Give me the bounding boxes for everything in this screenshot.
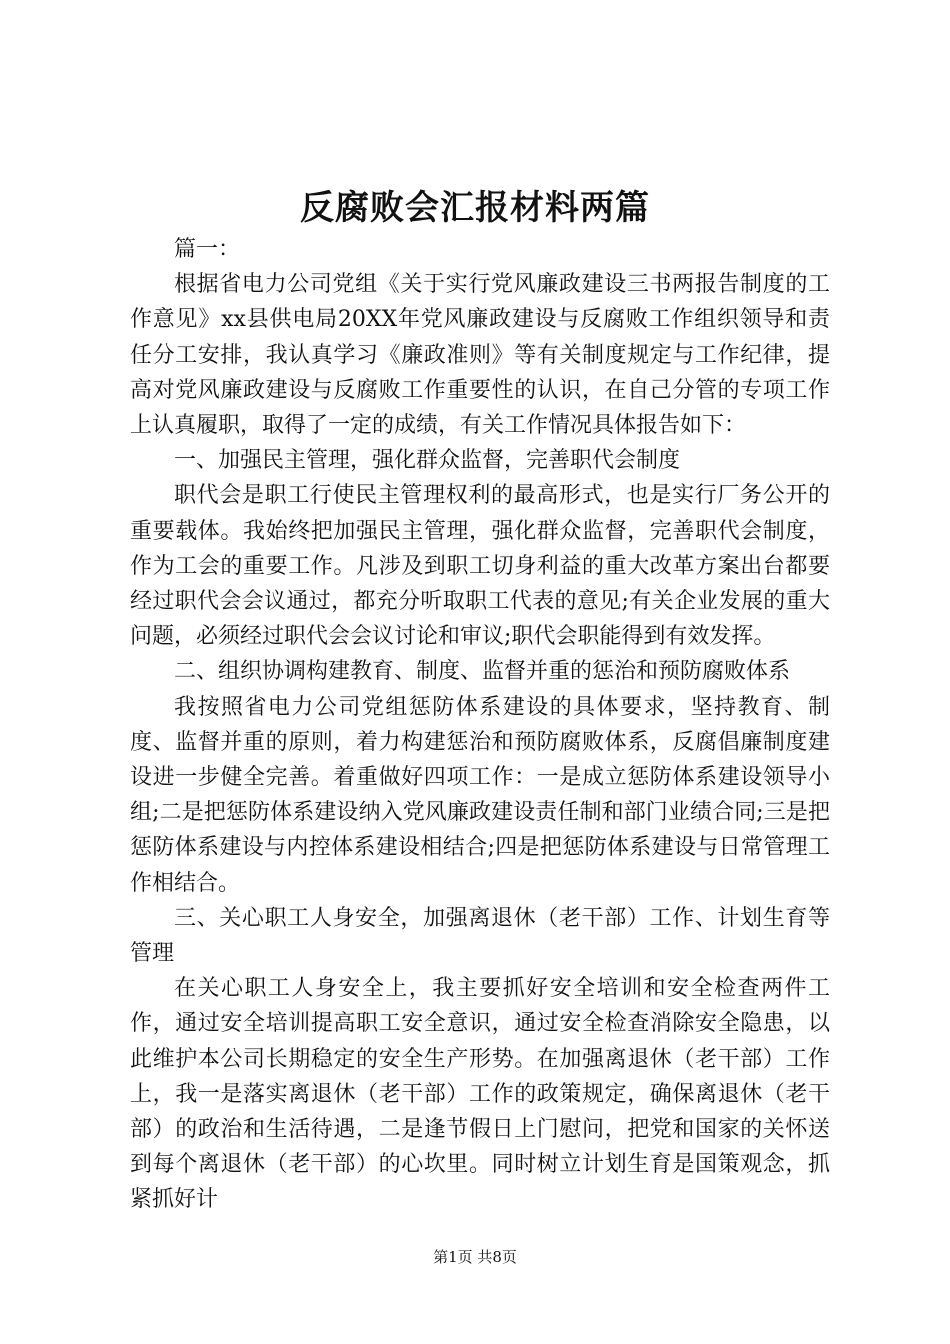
body-paragraph-3: 在关心职工人身安全上，我主要抓好安全培训和安全检查两件工作，通过安全培训提高职工安全意识，通过安全检查消除安全隐患，以此维护本公司长期稳定的安全生产形势。在加强离退休（老干部）工作上，我一是落实离退休（老干部）工作的政策规定，确保离退休（老干部）的政治和生活待遇，二是逢节假日上门慰问，把党和国家的关怀送到每个离退休（老干部）的心坎里。同时树立计划生育是国策观念，抓紧抓好计 (130, 976, 830, 1213)
section-label: 篇一： (174, 237, 241, 262)
page-footer: 第1页 共8页 (433, 1248, 517, 1266)
section-heading-1: 一、加强民主管理，强化群众监督，完善职代会制度 (174, 448, 681, 474)
intro-paragraph: 根据省电力公司党组《关于实行党风廉政建设三书两报告制度的工作意见》xx县供电局20XX年党风廉政建设与反腐败工作组织领导和责任分工安排，我认真学习《廉政准则》等有关制度规定与工作纪律，提高对党风廉政建设与反腐败工作重要性的认识，在自己分管的专项工作上认真履职，取得了一定的成绩，有关工作情况具体报告如下： (130, 272, 830, 439)
body-paragraph-2: 我按照省电力公司党组惩防体系建设的具体要求，坚持教育、制度、监督并重的原则，着力构建惩治和预防腐败体系，反腐倡廉制度建设进一步健全完善。着重做好四项工作：一是成立惩防体系建设领导小组;二是把惩防体系建设纳入党风廉政建设责任制和部门业绩合同;三是把惩防体系建设与内控体系建设相结合;四是把惩防体系建设与日常管理工作相结合。 (130, 694, 830, 896)
section-heading-2: 二、组织协调构建教育、制度、监督并重的惩治和预防腐败体系 (174, 659, 791, 685)
body-paragraph-1: 职代会是职工行使民主管理权利的最高形式，也是实行厂务公开的重要载体。我始终把加强民主管理，强化群众监督，完善职代会制度，作为工会的重要工作。凡涉及到职工切身利益的重大改革方案出台都要经过职代会会议通过，都充分听取职工代表的意见;有关企业发展的重大问题，必须经过职代会会议讨论和审议;职代会职能得到有效发挥。 (130, 483, 830, 650)
document-title: 反腐败会汇报材料两篇 (300, 188, 650, 228)
section-heading-3: 三、关心职工人身安全，加强离退休（老干部）工作、计划生育等管理 (130, 905, 830, 967)
document-body (130, 232, 830, 1218)
